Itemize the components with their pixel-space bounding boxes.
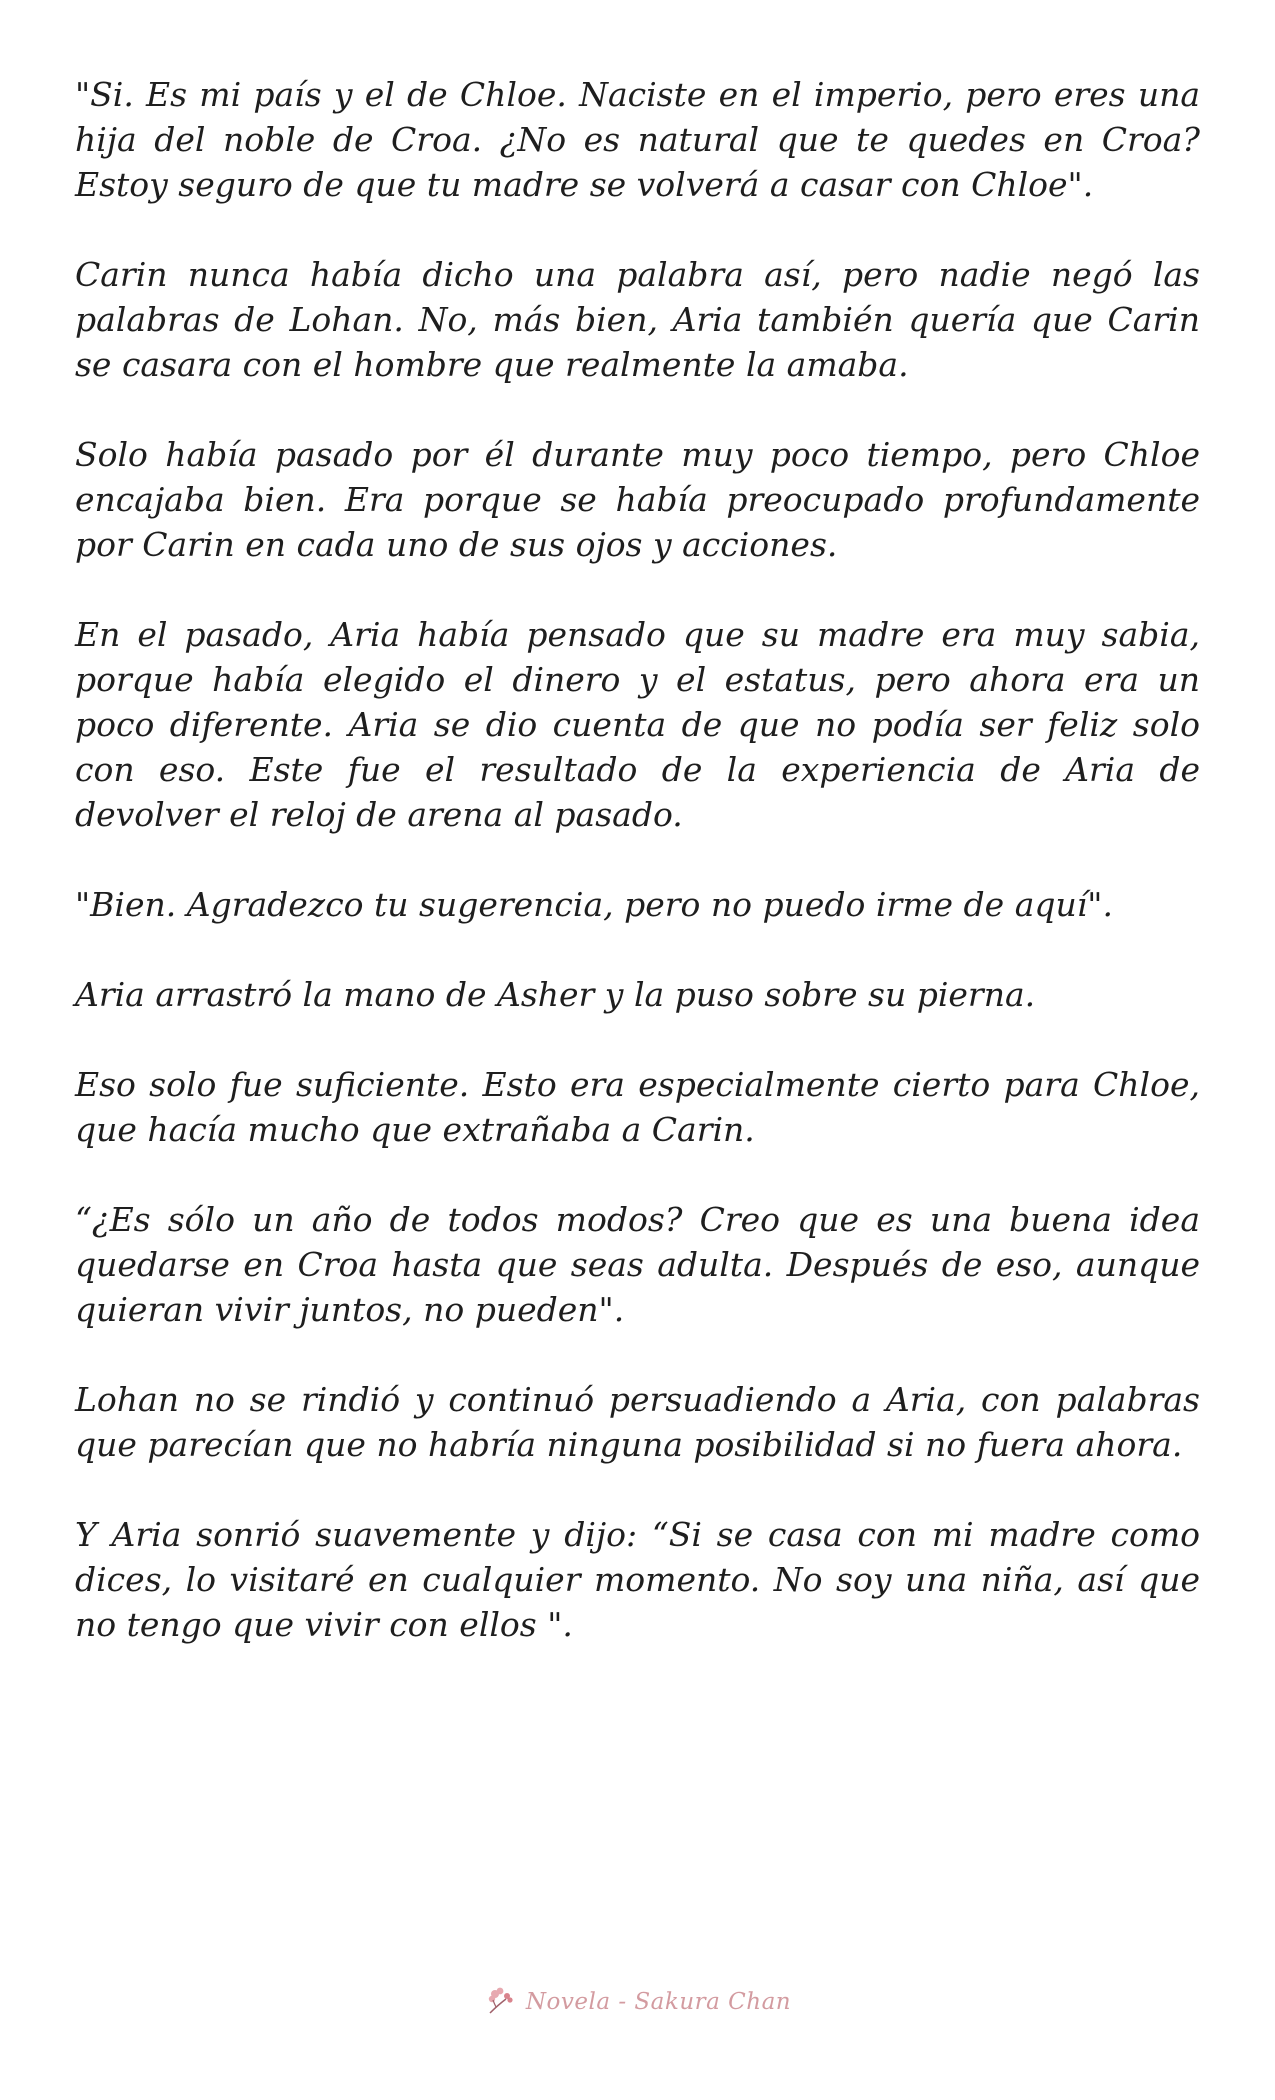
story-text bbox=[75, 72, 1200, 1692]
paragraph: En el pasado, Aria había pensado que su madre era muy sabia, porque había elegido el dinero y el estatus, pero ahora era un poco diferente. Aria se dio cuenta de que no podía ser feliz solo con eso. Este fue el resultado de la experiencia de Aria de devolver el reloj de arena al pasado. bbox=[75, 615, 1200, 834]
paragraph: "Si. Es mi país y el de Chloe. Naciste en el imperio, pero eres una hija del noble de Croa. ¿No es natural que te quedes en Croa? Estoy seguro de que tu madre se volverá a casar con Chloe". bbox=[75, 75, 1200, 204]
paragraph: “¿Es sólo un año de todos modos? Creo que es una buena idea quedarse en Croa hasta que seas adulta. Después de eso, aunque quieran vivir juntos, no pueden". bbox=[75, 1200, 1200, 1329]
watermark-text: Novela - Sakura Chan bbox=[525, 1989, 792, 2015]
paragraph: Aria arrastró la mano de Asher y la puso sobre su pierna. bbox=[75, 975, 1036, 1014]
paragraph: Carin nunca había dicho una palabra así, pero nadie negó las palabras de Lohan. No, más bien, Aria también quería que Carin se casara con el hombre que realmente la amaba. bbox=[75, 255, 1200, 384]
paragraph: "Bien. Agradezco tu sugerencia, pero no puedo irme de aquí". bbox=[75, 885, 1113, 924]
paragraph: Eso solo fue suficiente. Esto era especialmente cierto para Chloe, que hacía mucho que extrañaba a Carin. bbox=[75, 1065, 1200, 1149]
sakura-flower-icon bbox=[484, 1985, 518, 2019]
paragraph: Lohan no se rindió y continuó persuadiendo a Aria, con palabras que parecían que no habría ninguna posibilidad si no fuera ahora. bbox=[75, 1380, 1200, 1464]
paragraph: Solo había pasado por él durante muy poco tiempo, pero Chloe encajaba bien. Era porque se había preocupado profundamente por Carin en cada uno de sus ojos y acciones. bbox=[75, 435, 1200, 564]
watermark-footer bbox=[0, 1985, 1275, 2019]
paragraph: Y Aria sonrió suavemente y dijo: “Si se casa con mi madre como dices, lo visitaré en cualquier momento. No soy una niña, así que no tengo que vivir con ellos ". bbox=[75, 1515, 1200, 1644]
